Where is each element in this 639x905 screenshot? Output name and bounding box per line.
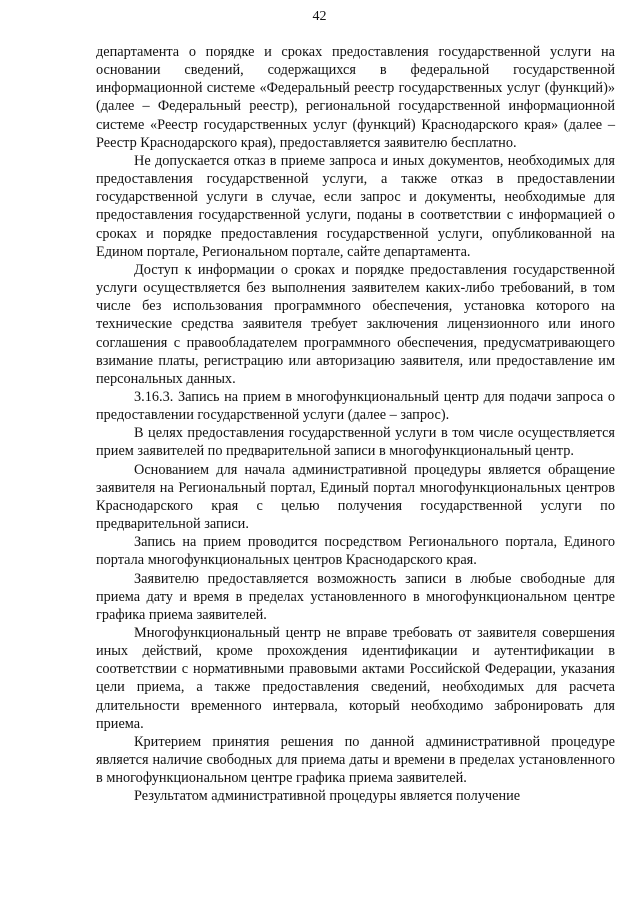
page-number: 42	[312, 9, 327, 24]
paragraph-free-slot-choice: Заявителю предоставляется возможность записи в любые свободные для приема дату и время в пределах установленного в многофункциональном центре графика приема заявителей.	[96, 570, 615, 623]
paragraph-appointment-via-portal: Запись на прием проводится посредством Регионального портала, Единого портала многофункциональных центров Краснодарского края.	[96, 534, 615, 569]
document-body	[96, 43, 615, 806]
paragraph-preliminary-appointment: В целях предоставления государственной услуги в том числе осуществляется прием заявителей по предварительной записи в многофункциональный центр.	[96, 425, 615, 460]
paragraph-continuation: департамента о порядке и сроках предоставления государственной услуги на основании сведений, содержащихся в федеральной государственной информационной системе «Федеральный реестр государственных услуг (функций)» (далее – Федеральный реестр), региональной государственной информационной системе «Реестр государственных услуг (функций) Краснодарского края» (далее – Реестр Краснодарского края), предоставляется заявителю бесплатно.	[96, 44, 615, 151]
paragraph-decision-criterion: Критерием принятия решения по данной административной процедуре является наличие свободных для приема даты и времени в пределах установленного в многофункциональном центре графика приема заявителей.	[96, 733, 615, 787]
paragraph-procedure-basis: Основанием для начала административной процедуры является обращение заявителя на Региональный портал, Единый портал многофункциональных центров Краснодарского края с целью получения государственной услуги по предварительной записи.	[96, 461, 615, 533]
paragraph-information-access: Доступ к информации о сроках и порядке предоставления государственной услуги осуществляется без выполнения заявителем каких-либо требований, в том числе без использования программного обеспечения, установка которого на технические средства заявителя требует заключения лицензионного или иного соглашения с правообладателем программного обеспечения, предусматривающего взимание платы, регистрацию или авторизацию заявителя, или предоставление им персональных данных.	[96, 261, 615, 387]
paragraph-mfc-restrictions: Многофункциональный центр не вправе требовать от заявителя совершения иных действий, кроме прохождения идентификации и аутентификации в соответствии с нормативными правовыми актами Российской Федерации, указания цели приема, а также предоставления сведений, необходимых для расчета длительности временного интервала, который необходимо забронировать для приема.	[96, 625, 615, 732]
paragraph-procedure-result: Результатом административной процедуры является получение	[134, 788, 521, 805]
paragraph-section-3-16-3: 3.16.3. Запись на прием в многофункциональный центр для подачи запроса о предоставлении государственной услуги (далее – запрос).	[96, 388, 615, 424]
paragraph-refusal-not-allowed: Не допускается отказ в приеме запроса и иных документов, необходимых для предоставления государственной услуги, а также отказ в предоставлении государственной услуги в случае, если запрос и документы, необходимые для предоставления государственной услуги, поданы в соответствии с информацией о сроках и порядке предоставления государственной услуги, опубликованной на Едином портале, Региональном портале, сайте департамента.	[96, 152, 615, 260]
